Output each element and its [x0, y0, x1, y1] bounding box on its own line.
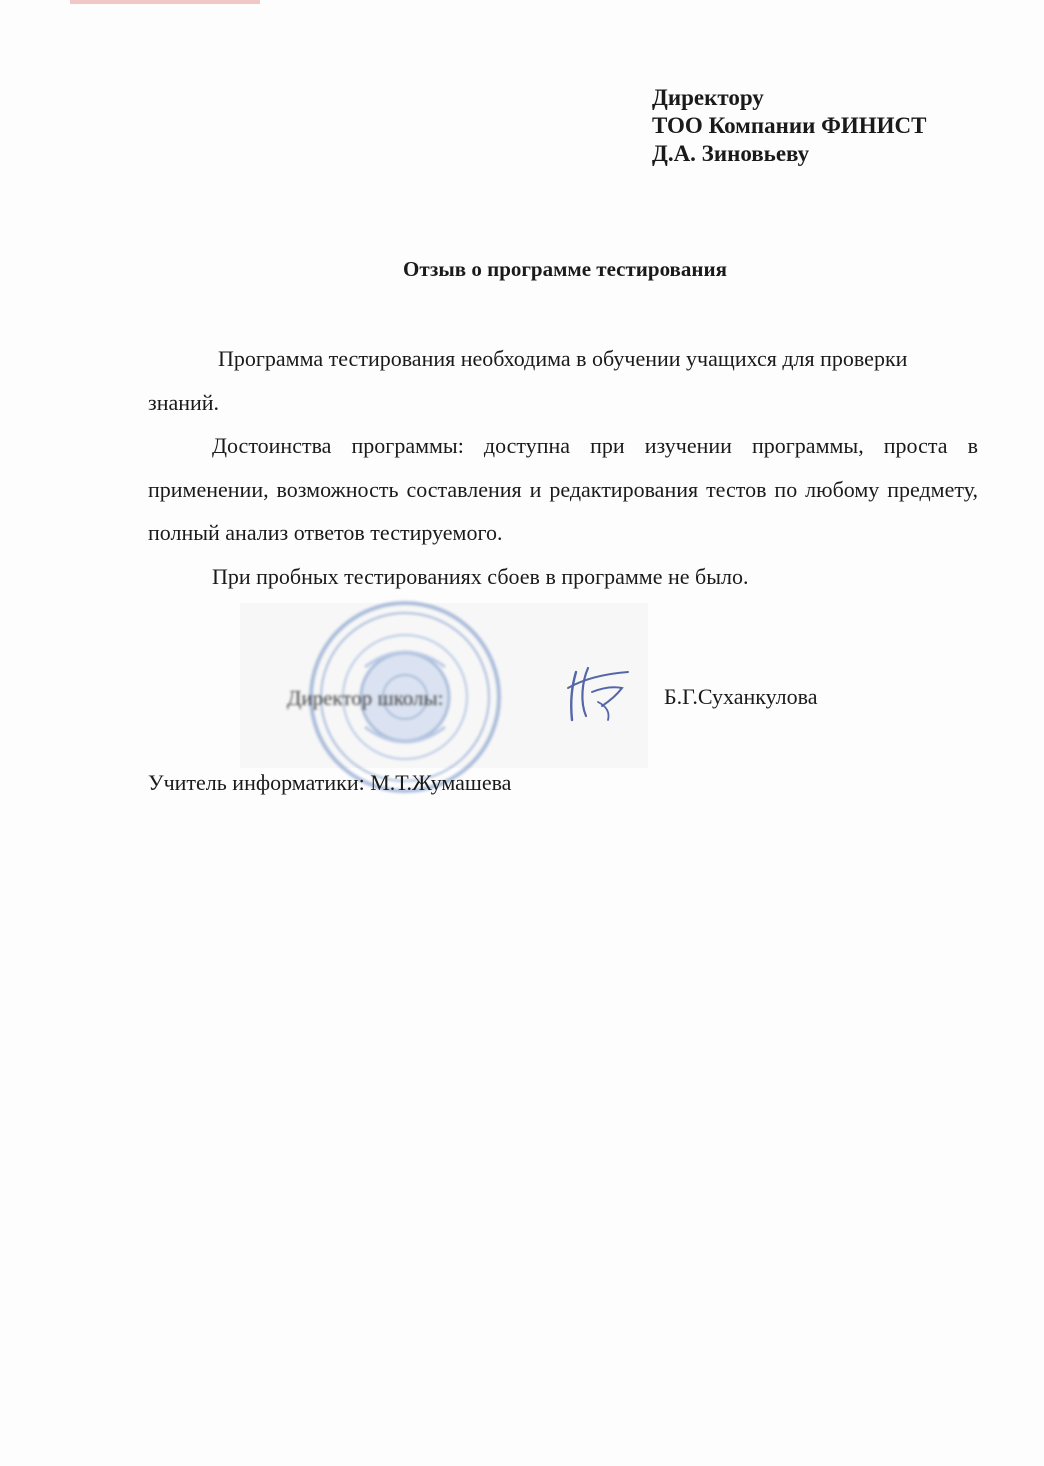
- handwritten-signature-icon: [562, 662, 634, 726]
- document-title: Отзыв о программе тестирования: [403, 257, 727, 281]
- teacher-signature-line: Учитель информатики: М.Т.Жумашева: [148, 770, 512, 795]
- paragraph-testing-result: При пробных тестированиях сбоев в программе не было.: [212, 563, 749, 589]
- addressee-title: Директору: [652, 85, 764, 110]
- scan-artifact: [70, 0, 260, 8]
- paragraph-purpose: Программа тестирования необходима в обучении учащихся для проверки знаний.: [148, 346, 908, 415]
- paragraph-advantages: Достоинства программы: доступна при изучении программы, проста в применении, возможность составления и редактирования тестов по любому предмету, полный анализ ответов тестируемого.: [148, 433, 978, 545]
- document-body: [148, 337, 978, 598]
- addressee-person: Д.А. Зиновьеву: [652, 141, 810, 166]
- director-name: Б.Г.Суханкулова: [664, 684, 818, 709]
- addressee-block: [652, 84, 926, 168]
- addressee-company: ТОО Компании ФИНИСТ: [652, 113, 927, 138]
- director-position-label: Директор школы:: [287, 686, 444, 710]
